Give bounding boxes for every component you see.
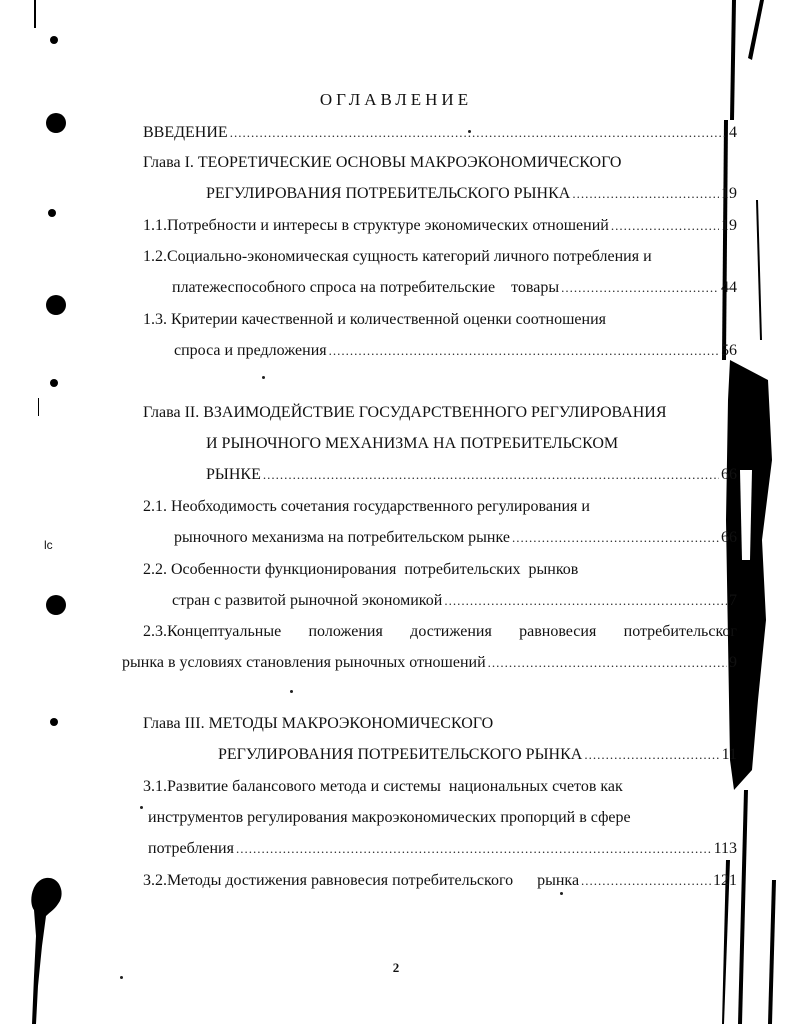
toc-page-number: 56 — [721, 342, 737, 359]
toc-entry-intro[interactable] — [143, 120, 737, 146]
toc-dot-leader — [236, 836, 712, 862]
toc-page-number: 4 — [729, 124, 737, 141]
toc-entry-text: 1.1.Потребности и интересы в структуре экономических отношений — [143, 217, 609, 234]
toc-entry-text: 2.1. Необходимость сочетания государственного регулирования и — [143, 498, 590, 515]
toc-title: ОГЛАВЛЕНИЕ — [319, 90, 473, 109]
scan-speck — [120, 976, 123, 979]
toc-chapter-2-line1[interactable] — [143, 400, 737, 426]
toc-section-3-1-line2[interactable] — [148, 805, 737, 831]
binder-hole — [50, 36, 58, 44]
toc-dot-leader — [572, 181, 719, 207]
scan-edge-mark — [38, 398, 39, 416]
toc-section-2-2-line2[interactable] — [172, 588, 737, 614]
toc-section-1-1[interactable] — [143, 213, 737, 239]
binder-hole — [50, 718, 58, 726]
binder-hole — [46, 295, 66, 315]
toc-chapter-2-line2[interactable] — [206, 431, 737, 457]
toc-entry-text: РЫНКЕ — [206, 466, 261, 483]
toc-page-number: 113 — [713, 840, 737, 857]
binder-hole — [48, 209, 56, 217]
toc-entry-text: рынка в условиях становления рыночных отношений — [122, 654, 486, 671]
toc-dot-leader — [584, 742, 719, 768]
toc-chapter-1-line1[interactable] — [143, 150, 737, 176]
toc-section-1-3-line2[interactable] — [174, 338, 737, 364]
toc-entry-text: инструментов регулирования макроэкономических пропорций в сфере — [148, 809, 631, 826]
toc-section-1-2-line1[interactable] — [143, 244, 737, 270]
toc-entry-text: рыночного механизма на потребительском рынке — [174, 529, 510, 546]
toc-page-number: 19 — [721, 217, 737, 234]
toc-section-3-1-line1[interactable] — [143, 774, 737, 800]
toc-page-number: 19 — [721, 185, 737, 202]
binder-hole — [46, 113, 66, 133]
toc-entry-text: ВВЕДЕНИЕ — [143, 124, 228, 141]
toc-dot-leader — [611, 213, 719, 239]
toc-entry-text: 2.2. Особенности функционирования потребительских рынков — [143, 561, 579, 578]
toc-entry-text: Глава II. ВЗАИМОДЕЙСТВИЕ ГОСУДАРСТВЕННОГО РЕГУЛИРОВАНИЯ — [143, 404, 667, 421]
page-number: 2 — [392, 960, 400, 975]
toc-section-2-1-line1[interactable] — [143, 494, 737, 520]
toc-entry-text: Глава III. МЕТОДЫ МАКРОЭКОНОМИЧЕСКОГО — [143, 715, 494, 732]
toc-page-number: 66 — [721, 466, 737, 483]
toc-entry-word: равновесия — [519, 623, 597, 640]
scan-edge-mark — [34, 0, 36, 28]
toc-dot-leader — [230, 120, 727, 146]
toc-entry-text: Глава I. ТЕОРЕТИЧЕСКИЕ ОСНОВЫ МАКРОЭКОНОМИЧЕСКОГО — [143, 154, 622, 171]
toc-section-2-1-line2[interactable] — [174, 525, 737, 551]
toc-chapter-2-line3[interactable] — [206, 462, 737, 488]
toc-entry-text: платежеспособного спроса на потребительские товары — [172, 279, 560, 296]
toc-page-number: 11 — [721, 746, 737, 763]
toc-entry-text: И РЫНОЧНОГО МЕХАНИЗМА НА ПОТРЕБИТЕЛЬСКОМ — [206, 435, 619, 452]
scan-speck — [262, 376, 265, 379]
toc-section-3-1-line3[interactable] — [148, 836, 737, 862]
toc-section-1-3-line1[interactable] — [143, 307, 737, 333]
toc-dot-leader — [329, 338, 719, 364]
toc-section-2-3-line1[interactable] — [143, 619, 737, 645]
toc-entry-text: 3.2.Методы достижения равновесия потребительского рынка — [143, 872, 580, 889]
toc-page-number: 44 — [721, 279, 737, 296]
toc-chapter-1-line2[interactable] — [206, 181, 737, 207]
toc-section-3-2[interactable] — [143, 868, 737, 894]
toc-entry-word: положения — [308, 623, 383, 640]
scan-speck — [290, 690, 293, 693]
toc-dot-leader — [512, 525, 719, 551]
binder-hole — [46, 595, 66, 615]
toc-entry-word: достижения — [410, 623, 492, 640]
toc-section-2-3-line2[interactable] — [122, 650, 737, 676]
toc-chapter-3-line1[interactable] — [143, 711, 737, 737]
toc-entry-word: потребительског — [623, 623, 737, 640]
toc-entry-text: спроса и предложения — [174, 342, 327, 359]
toc-dot-leader — [561, 275, 719, 301]
toc-entry-text: потребления — [148, 840, 234, 857]
toc-page-number: 66 — [721, 529, 737, 546]
toc-entry-text: стран с развитой рыночной экономикой — [172, 592, 443, 609]
margin-note: lc — [44, 538, 53, 552]
toc-entry-text: РЕГУЛИРОВАНИЯ ПОТРЕБИТЕЛЬСКОГО РЫНКА — [218, 746, 583, 763]
toc-dot-leader — [444, 588, 727, 614]
toc-dot-leader — [263, 462, 719, 488]
ink-blob — [26, 876, 76, 1026]
toc-entry-word: 2.3.Концептуальные — [143, 623, 282, 640]
toc-dot-leader — [581, 868, 711, 894]
binder-hole — [50, 379, 58, 387]
toc-page-number: 7 — [729, 592, 737, 609]
scan-speck — [140, 806, 143, 809]
toc-page-number: 9 — [729, 654, 737, 671]
toc-page-number: 121 — [713, 872, 737, 889]
toc-section-2-2-line1[interactable] — [143, 557, 737, 583]
toc-section-1-2-line2[interactable] — [172, 275, 737, 301]
toc-entry-text: РЕГУЛИРОВАНИЯ ПОТРЕБИТЕЛЬСКОГО РЫНКА — [206, 185, 571, 202]
toc-entry-text: 3.1.Развитие балансового метода и системы национальных счетов как — [143, 778, 623, 795]
toc-chapter-3-line2[interactable] — [218, 742, 737, 768]
toc-entry-text: 1.3. Критерии качественной и количественной оценки соотношения — [143, 311, 606, 328]
toc-entry-text: 1.2.Социально-экономическая сущность категорий личного потребления и — [143, 248, 652, 265]
toc-dot-leader — [488, 650, 727, 676]
